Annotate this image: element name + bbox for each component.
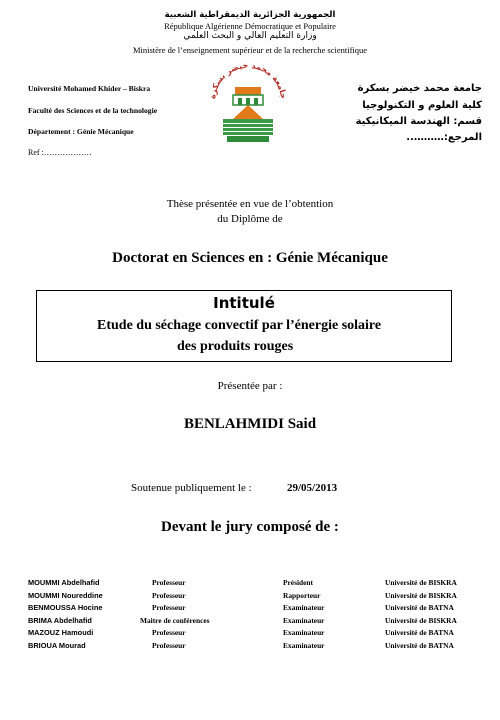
university-logo — [205, 57, 291, 147]
intitule-label: Intitulé — [213, 294, 275, 312]
header-french-ministry: Ministère de l’enseignement supérieur et de la recherche scientifique — [132, 45, 368, 55]
right-university: جامعة محمد خيضر بسكرة — [357, 83, 482, 94]
logo-emblem-icon — [223, 87, 273, 142]
jury-role: Président — [283, 578, 313, 587]
jury-title: Devant le jury composé de : — [161, 519, 339, 535]
jury-grade: Professeur — [152, 578, 186, 587]
right-department: قسم: الهندسة الميكانيكية — [355, 116, 482, 127]
jury-row — [28, 603, 488, 616]
header-french-republic: République Algérienne Démocratique et Populaire — [164, 21, 336, 31]
jury-name: MAZOUZ Hamoudi — [28, 628, 94, 638]
jury-row — [28, 616, 488, 629]
header-arabic-republic: الجمهورية الجزائرية الديمقراطية الشعبية — [164, 10, 336, 20]
jury-role: Examinateur — [283, 640, 325, 650]
jury-university: Université de BATNA — [385, 640, 454, 650]
jury-university: Université de BISKRA — [385, 615, 457, 625]
thesis-title-line2: des produits rouges — [177, 339, 294, 354]
left-department: Département : Génie Mécanique — [28, 127, 134, 136]
jury-name: BRIMA Abdelhafid — [28, 615, 92, 625]
header-arabic-ministry: وزارة التعليم العالي و البحث العلمي — [183, 31, 317, 41]
right-faculty: كلية العلوم و التكنولوجيا — [362, 100, 482, 111]
intro-line2: du Diplôme de — [217, 213, 283, 225]
left-ref: Ref :……………… — [28, 148, 92, 157]
jury-role: Examinateur — [283, 628, 325, 638]
doctorat-title: Doctorat en Sciences en : Génie Mécanique — [112, 250, 388, 266]
right-ref: المرجع:……….. — [406, 132, 482, 143]
jury-university: Université de BATNA — [385, 628, 454, 638]
jury-row — [28, 641, 488, 654]
jury-grade: Professeur — [152, 590, 186, 600]
jury-name: BENMOUSSA Hocine — [28, 603, 103, 613]
jury-name: MOUMMI Abdelhafid — [28, 578, 100, 587]
jury-grade: Professeur — [152, 640, 186, 650]
jury-row — [28, 628, 488, 641]
jury-grade: Maitre de conférences — [140, 615, 210, 625]
jury-grade: Professeur — [152, 628, 186, 638]
author-name: BENLAHMIDI Said — [183, 416, 317, 432]
intro-line1: Thèse présentée en vue de l’obtention — [166, 198, 334, 210]
jury-name: BRIOUA Mourad — [28, 640, 86, 650]
logo-arc-text: جامعة محمد خيضر بسكرة — [208, 60, 288, 100]
jury-row — [28, 591, 488, 604]
jury-role: Examinateur — [283, 603, 325, 613]
soutenue-label: Soutenue publiquement le : — [131, 482, 252, 494]
left-university: Université Mohamed Khider – Biskra — [28, 84, 151, 93]
jury-university: Université de BATNA — [385, 603, 454, 613]
jury-grade: Professeur — [152, 603, 186, 613]
presentee-par: Présentée par : — [217, 380, 283, 392]
left-faculty: Faculté des Sciences et de la technologie — [28, 106, 158, 115]
jury-name: MOUMMI Noureddine — [28, 590, 103, 600]
defense-date: 29/05/2013 — [287, 482, 338, 494]
jury-university: Université de BISKRA — [385, 590, 457, 600]
jury-role: Rapporteur — [283, 590, 321, 600]
jury-table — [28, 578, 488, 654]
jury-row — [28, 578, 488, 591]
thesis-title-box — [36, 290, 452, 362]
jury-role: Examinateur — [283, 615, 325, 625]
thesis-title-line1: Etude du séchage convectif par l’énergie solaire — [97, 318, 382, 333]
jury-university: Université de BISKRA — [385, 578, 457, 587]
